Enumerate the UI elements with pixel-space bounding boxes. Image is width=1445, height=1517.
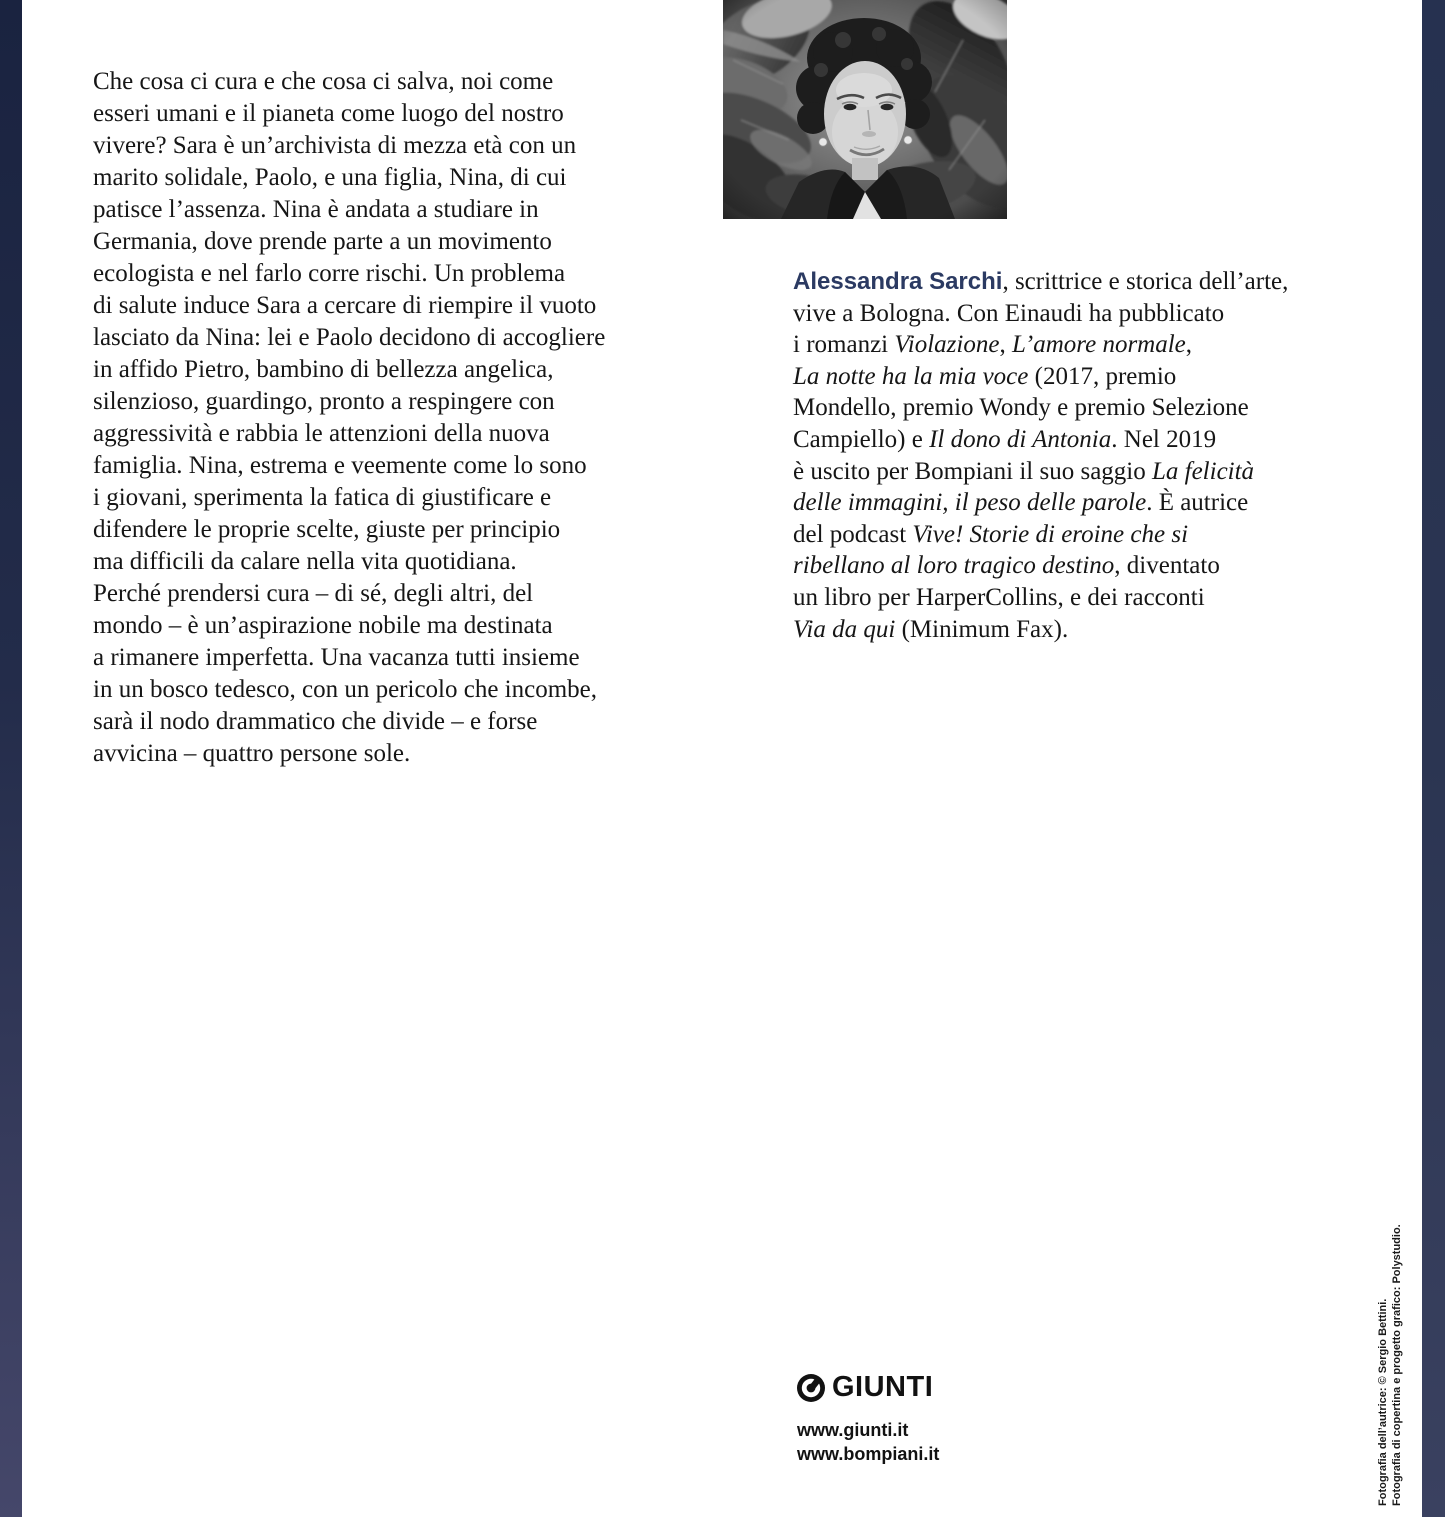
giunti-logo — [797, 1371, 939, 1404]
author-photo-artwork — [723, 0, 1007, 219]
cover-spine-right — [1422, 0, 1445, 1517]
photo-credits — [1377, 1224, 1404, 1506]
bompiani-url: www.bompiani.it — [797, 1444, 940, 1464]
author-bio: Alessandra Sarchi, scrittrice e storica dell’arte, vive a Bologna. Con Einaudi ha pubblicato i romanzi Violazione, L’amore normale, La notte ha la mia voce (2017, premio Mondello, premio Wondy e premio Selezione Campiello) e Il dono di Antonia. Nel 2019 è uscito per Bompiani il suo saggio La felicità delle immagini, il peso delle parole. È autrice del podcast Vive! Storie di eroine che si ribellano al loro tragico destino, diventato un libro per HarperCollins, e dei racconti Via da qui (Minimum Fax). — [793, 268, 1289, 643]
giunti-logo-icon — [797, 1374, 825, 1402]
giunti-url: www.giunti.it — [797, 1420, 909, 1440]
cover-spine-left — [0, 0, 22, 1517]
giunti-logo-text: GIUNTI — [832, 1371, 934, 1403]
publisher-block — [797, 1371, 939, 1466]
credit-line-author-photo: Fotografia dell’autrice: © Sergio Bettini. — [1377, 1298, 1389, 1506]
author-photo — [723, 0, 1007, 219]
credit-line-cover-design: Fotografia di copertina e progetto grafico: Polystudio. — [1390, 1224, 1403, 1506]
synopsis-text: Che cosa ci cura e che cosa ci salva, noi come esseri umani e il pianeta come luogo del nostro vivere? Sara è un’archivista di mezza età con un marito solidale, Paolo, e una figlia, Nina, di cui patisce l’assenza. Nina è andata a studiare in Germania, dove prende parte a un movimento ecologista e nel farlo corre rischi. Un problema di salute induce Sara a cercare di riempire il vuoto lasciato da Nina: lei e Paolo decidono di accogliere in affido Pietro, bambino di bellezza angelica, silenzioso, guardingo, pronto a respingere con aggressività e rabbia le attenzioni della nuova famiglia. Nina, estrema e veemente come lo sono i giovani, sperimenta la fatica di giustificare e difendere le proprie scelte, giuste per principio ma difficili da calare nella vita quotidiana. Perché prendersi cura – di sé, degli altri, del mondo – è un’aspirazione nobile ma destinata a rimanere imperfetta. Una vacanza tutti insieme in un bosco tedesco, con un pericolo che incombe, sarà il nodo drammatico che divide – e forse avvicina – quattro persone sole. — [93, 68, 606, 767]
